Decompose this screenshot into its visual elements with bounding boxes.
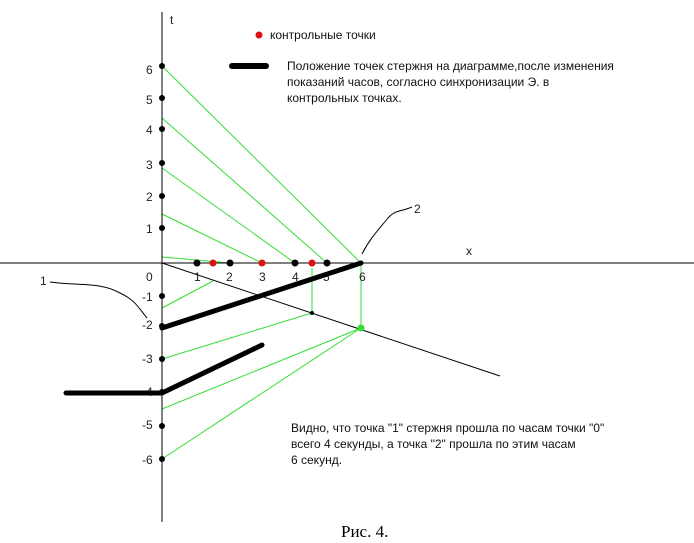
t-tick-label: 1 bbox=[146, 222, 153, 236]
x-tick-label: 4 bbox=[292, 270, 299, 284]
t-tick-labels bbox=[142, 63, 153, 467]
note-top-line-2: показаний часов, согласно синхронизации Э. в bbox=[287, 75, 550, 89]
t-dot bbox=[159, 293, 165, 299]
legend-red-label: контрольные точки bbox=[270, 28, 376, 42]
note-bottom-line-1: Видно, что точка "1" стержня прошла по часам точки "0" bbox=[291, 421, 605, 435]
t-tick-label: 4 bbox=[146, 123, 153, 137]
t-tick-label: -2 bbox=[142, 318, 153, 332]
note-bottom-line-3: 6 секунд. bbox=[291, 453, 343, 467]
marker-2-label: 2 bbox=[414, 202, 421, 216]
origin-label: 0 bbox=[146, 270, 153, 284]
t-dot bbox=[159, 356, 165, 362]
marker-1-label: 1 bbox=[40, 274, 47, 288]
legend-red-dot bbox=[256, 32, 263, 39]
t-tick-label: -6 bbox=[142, 453, 153, 467]
x-tick-label: 6 bbox=[359, 270, 366, 284]
t-dot bbox=[159, 225, 165, 231]
green-line bbox=[162, 281, 213, 308]
x-dot-red bbox=[210, 260, 217, 267]
rod-lines bbox=[66, 263, 361, 393]
marker-1-leader bbox=[50, 282, 147, 318]
x-tick-label: 3 bbox=[259, 270, 266, 284]
green-line bbox=[162, 214, 262, 263]
t-tick-label: 3 bbox=[146, 158, 153, 172]
green-line bbox=[162, 328, 361, 409]
marker-2 bbox=[362, 202, 421, 254]
x-dot-red bbox=[259, 260, 266, 267]
x-tick-label: 5 bbox=[323, 270, 330, 284]
t-dot bbox=[159, 456, 165, 462]
t-tick-label: -4 bbox=[142, 385, 153, 399]
t-dot bbox=[159, 63, 165, 69]
green-line bbox=[162, 118, 327, 263]
t-tick-label: -5 bbox=[142, 418, 153, 432]
x-dot-red bbox=[309, 260, 316, 267]
x-dot bbox=[292, 260, 299, 267]
x-tick-label: 2 bbox=[226, 270, 233, 284]
t-tick-label: 2 bbox=[146, 190, 153, 204]
x-axis-dots bbox=[194, 260, 331, 267]
green-line bbox=[162, 168, 295, 263]
marker-2-leader bbox=[362, 207, 412, 254]
x-axis-label: x bbox=[466, 244, 472, 258]
green-dot-small bbox=[310, 311, 314, 315]
t-dot bbox=[159, 126, 165, 132]
x-dot bbox=[324, 260, 331, 267]
green-dot bbox=[358, 325, 365, 332]
t-tick-label: 5 bbox=[146, 93, 153, 107]
t-dot bbox=[159, 95, 165, 101]
note-top-line-3: контрольных точках. bbox=[287, 91, 402, 105]
t-dot bbox=[159, 423, 165, 429]
figure-caption: Рис. 4. bbox=[341, 522, 389, 541]
t-tick-label: 6 bbox=[146, 63, 153, 77]
t-dot bbox=[159, 193, 165, 199]
x-tick-label: 1 bbox=[194, 270, 201, 284]
tilted-axis bbox=[162, 263, 500, 376]
t-tick-label: -3 bbox=[142, 352, 153, 366]
x-dot bbox=[194, 260, 201, 267]
marker-1 bbox=[40, 274, 147, 318]
t-axis-label: t bbox=[170, 13, 174, 27]
t-dot bbox=[159, 160, 165, 166]
t-tick-label: -1 bbox=[142, 290, 153, 304]
note-top-line-1: Положение точек стержня на диаграмме,после изменения bbox=[287, 59, 614, 73]
note-bottom-line-2: всего 4 секунды, а точка "2" прошла по этим часам bbox=[291, 437, 576, 451]
rod-lower bbox=[66, 345, 262, 393]
x-dot bbox=[227, 260, 234, 267]
